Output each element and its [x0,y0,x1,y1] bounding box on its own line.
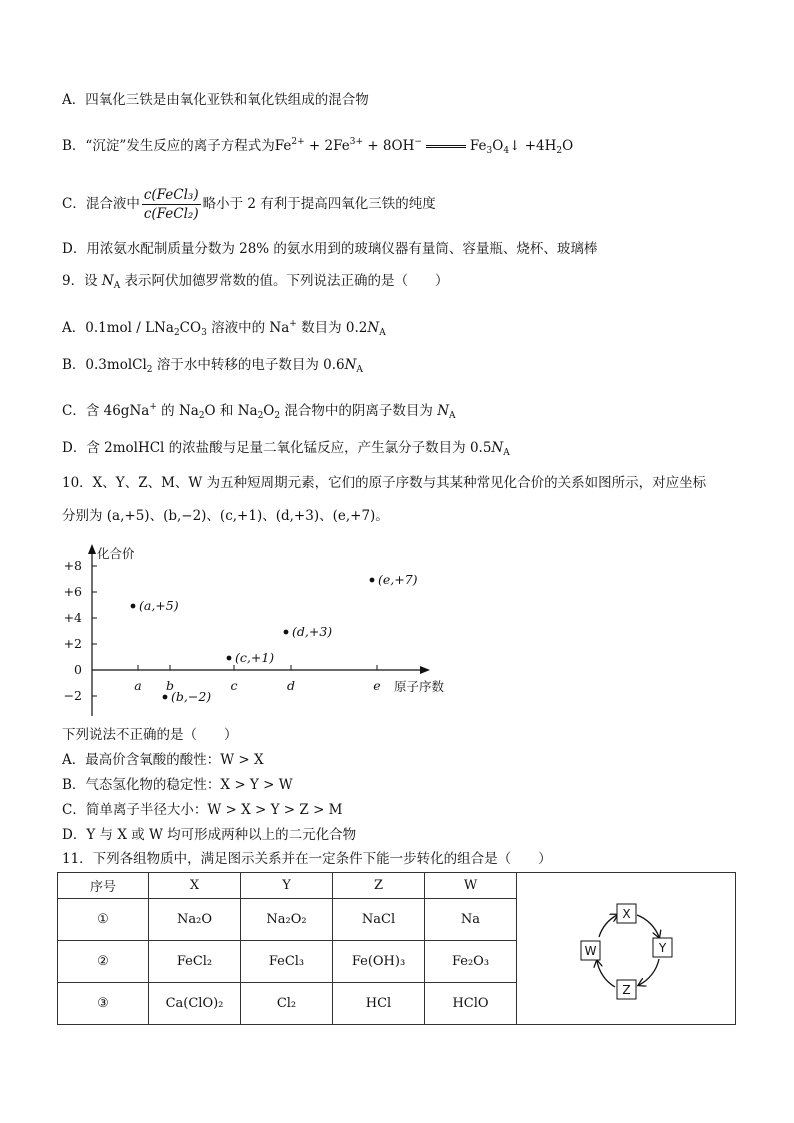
opt-text: CO [179,320,202,336]
eq-term: +4H [524,138,557,154]
node-z: Z [622,983,631,997]
table-cell: Na₂O [149,899,241,941]
opt-text: D．含 2molHCl 的浓盐酸与足量二氧化锰反应，产生氯分子数目为 0.5 [62,440,492,456]
avogadro-symbol: N [101,273,114,289]
opt-text: 的 Na [156,403,199,419]
y-tick-label: −2 [63,688,82,703]
avogadro-sub: A [503,448,510,458]
avogadro-sub: A [449,411,456,421]
opt-text: 溶于水中转移的电子数目为 0.6 [152,357,345,373]
q8-option-d: D．用浓氨水配制质量分数为 28% 的氨水用到的玻璃仪器有量筒、容量瓶、烧杯、玻璃棒 [62,241,598,257]
opt-text: O [263,403,275,419]
eq-fe: Fe [274,138,292,154]
y-tick-label: 0 [74,662,82,677]
eq-sub: 4 [503,146,510,156]
eq-term: O [492,138,504,154]
col-header: Y [241,873,333,899]
q9-stem-text: 表示阿伏加德罗常数的值。下列说法正确的是（ ） [120,273,449,289]
data-point [284,630,289,635]
table-cell: Ca(ClO)₂ [149,983,241,1025]
data-label: (d,+3) [292,624,333,639]
node-x: X [622,907,631,921]
node-y: Y [658,941,667,955]
precipitate-arrow: ↓ [509,138,521,154]
y-tick-label: +8 [63,558,82,573]
opt-text: B．0.3molCl [62,357,147,373]
table-cell: Na [425,899,517,941]
table-cell: Fe(OH)₃ [333,941,425,983]
opt-text: 数目为 0.2 [296,320,368,336]
avogadro-sub: A [113,281,121,291]
eq-term: + 2Fe [304,138,350,154]
opt-sub: 2 [274,411,281,421]
q8-option-b-text: B．“沉淀”发生反应的离子方程式为 [62,138,275,154]
table-header-row [58,873,736,899]
arrow-z-to-w [597,961,615,987]
q10-stem-line1: 10．X、Y、Z、M、W 为五种短周期元素，它们的原子序数与其某种常见化合价的关系如图所示，对应坐标 [62,475,707,491]
y-axis-arrow [88,544,96,554]
eq-sub: 2 [556,146,563,156]
q9-option-b [62,355,363,380]
avogadro-sub: A [379,328,386,338]
table-cell: HClO [425,983,517,1025]
opt-sub: 2 [146,365,153,375]
y-tick-label: +2 [63,636,82,651]
eq-charge: 2+ [291,137,305,147]
q9-option-c [62,397,456,426]
node-w: W [584,944,597,958]
table-cell: NaCl [333,899,425,941]
ratio-denominator: c(FeCl₂) [143,206,199,222]
eq-term: Fe [469,138,487,154]
x-axis-label: 原子序数 [394,679,445,694]
opt-text: O 和 Na [204,403,258,419]
x-axis-arrow [420,666,430,674]
q10-option-d: D．Y 与 X 或 W 均可形成两种以上的二元化合物 [62,827,357,843]
eq-charge: − [414,137,422,147]
q9-stem-text: 9．设 [62,273,102,289]
q10-stem2: 下列说法不正确的是（ ） [62,727,238,743]
opt-sup: + [289,319,297,329]
x-tick-label: a [134,678,142,693]
avogadro-symbol: N [491,440,504,456]
arrow-x-to-y [637,915,659,937]
col-header: 序号 [58,873,149,899]
avogadro-symbol: N [367,320,380,336]
q8-option-c-suffix: 略小于 2 有利于提高四氧化三铁的纯度 [202,196,436,212]
x-tick-label: e [373,678,381,693]
valence-chart [56,538,456,720]
data-label: (b,−2) [171,689,212,704]
data-label: (a,+5) [139,598,179,613]
data-point [163,695,168,700]
col-header: W [425,873,517,899]
table-cell: Cl₂ [241,983,333,1025]
x-tick-label: b [165,678,175,693]
q11-stem: 11．下列各组物质中，满足图示关系并在一定条件下能一步转化的组合是（ ） [62,851,552,867]
q10-option-a: A．最高价含氧酸的酸性：W > X [62,752,264,768]
q9-stem [62,271,449,296]
x-tick-label: d [286,678,296,693]
q9-option-a [62,314,386,343]
avogadro-symbol: N [437,403,450,419]
row-number: ① [58,899,149,941]
row-number: ② [58,941,149,983]
y-tick-label: +4 [63,610,82,625]
arrow-y-to-z [639,959,659,985]
opt-text: 溶液中的 Na [206,320,290,336]
eq-term: + 8OH [363,138,415,154]
opt-sup: + [149,402,157,412]
avogadro-symbol: N [344,357,357,373]
x-tick-label: c [230,678,238,693]
q10-option-b: B．气态氢化物的稳定性：X > Y > W [62,777,293,793]
data-label: (c,+1) [235,650,275,665]
q8-option-b [62,132,573,161]
concentration-ratio [142,186,201,223]
avogadro-sub: A [356,365,363,375]
col-header: Z [333,873,425,899]
opt-sub: 2 [173,328,180,338]
y-tick-label: +6 [63,584,82,599]
data-point [370,578,375,583]
opt-text: A．0.1mol / LNa [62,320,174,336]
data-point [227,656,232,661]
opt-sub: 2 [198,411,205,421]
table-cell: FeCl₃ [241,941,333,983]
eq-sub: 3 [486,146,493,156]
equals-sign [426,145,466,148]
table-cell: Fe₂O₃ [425,941,517,983]
table-cell: Na₂O₂ [241,899,333,941]
opt-text: C．含 46gNa [62,403,150,419]
q8-option-a: A．四氧化三铁是由氧化亚铁和氧化铁组成的混合物 [62,92,369,108]
arrow-w-to-x [599,915,617,937]
opt-sub: 2 [257,411,264,421]
data-point [131,604,136,609]
row-number: ③ [58,983,149,1025]
chart-axes [64,544,445,716]
y-axis-label: 化合价 [97,546,135,561]
q8-option-c [62,184,436,224]
cycle-diagram [577,901,687,1001]
ratio-numerator: c(FeCl₃) [143,187,199,203]
q10-option-c: C．简单离子半径大小：W > X > Y > Z > M [62,802,343,818]
q9-option-d [62,438,510,463]
eq-charge: 3+ [349,137,364,147]
q8-option-c-prefix: C．混合液中 [62,196,140,212]
col-header: X [149,873,241,899]
eq-term: O [562,138,574,154]
opt-sub: 3 [201,328,207,338]
opt-text: 混合物中的阴离子数目为 [280,403,438,419]
data-label: (e,+7) [378,572,418,587]
ionic-equation [275,138,573,154]
q10-stem-line2: 分别为 (a,+5)、(b,−2)、(c,+1)、(d,+3)、(e,+7)。 [62,508,389,524]
table-cell: FeCl₂ [149,941,241,983]
table-cell: HCl [333,983,425,1025]
